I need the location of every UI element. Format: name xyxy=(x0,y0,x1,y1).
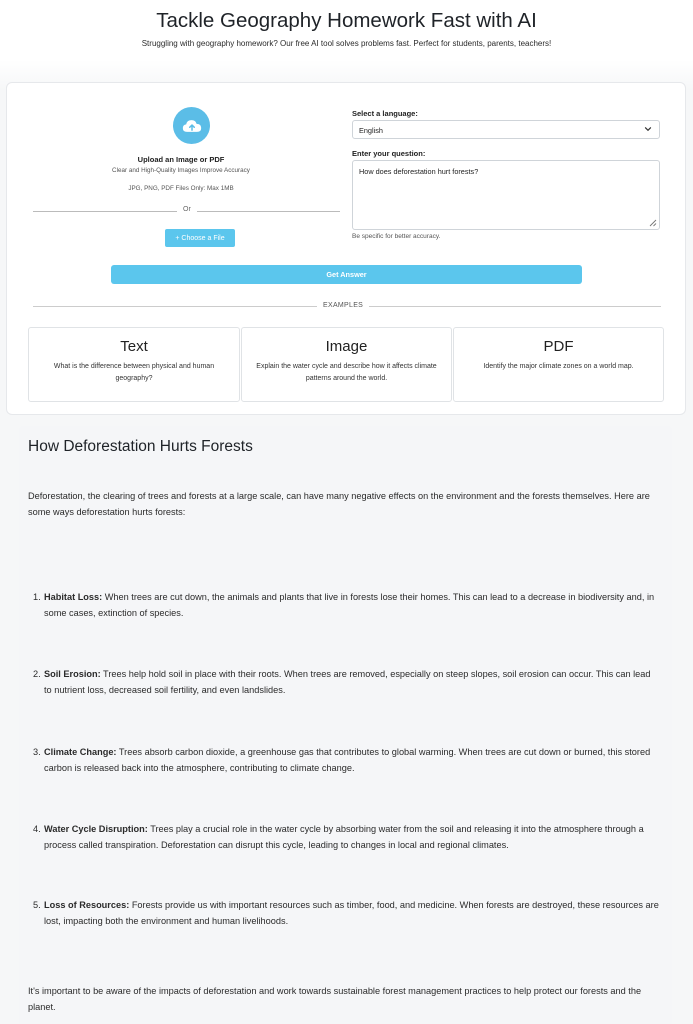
question-textarea[interactable] xyxy=(352,160,660,230)
list-item xyxy=(33,666,659,698)
example-title: Image xyxy=(325,338,368,355)
language-selected-value: English xyxy=(359,126,383,135)
list-item-number: 2. xyxy=(33,669,41,679)
list-item-text: When trees are cut down, the animals and plants that live in forests lose their homes. This can lead to a decrease in biodiversity and, in some cases, extinction of species. xyxy=(44,592,655,618)
example-title: PDF xyxy=(543,338,574,355)
upload-hint: Clear and High-Quality Images Improve Accuracy xyxy=(112,167,250,174)
list-item-term: Soil Erosion: xyxy=(44,669,101,679)
question-tip: Be specific for better accuracy. xyxy=(352,233,441,240)
example-card-image[interactable] xyxy=(241,327,452,402)
answer-panel xyxy=(19,426,672,1024)
page-title: Tackle Geography Homework Fast with AI xyxy=(156,9,537,32)
list-item-term: Habitat Loss: xyxy=(44,592,103,602)
example-description: Identify the major climate zones on a world map. xyxy=(483,363,634,370)
upload-file-types: JPG, PNG, PDF Files Only: Max 1MB xyxy=(128,185,234,192)
question-text: How does deforestation hurt forests? xyxy=(359,167,479,176)
resize-handle-icon[interactable] xyxy=(648,218,657,227)
answer-conclusion: It's important to be aware of the impacts of deforestation and work towards sustainable forest management practices to help protect our forests and the planet. xyxy=(28,986,642,1012)
list-item-text: Trees help hold soil in place with their roots. When trees are removed, especially on steep slopes, soil erosion can occur. This can lead to nutrient loss, decreased soil fertility, and even landslides. xyxy=(44,669,651,695)
list-item-term: Water Cycle Disruption: xyxy=(44,824,148,834)
list-item xyxy=(33,589,659,621)
list-item-number: 4. xyxy=(33,824,41,834)
list-item-number: 1. xyxy=(33,592,41,602)
list-item-term: Climate Change: xyxy=(44,747,117,757)
list-item-term: Loss of Resources: xyxy=(44,900,130,910)
homework-form-card xyxy=(6,82,686,415)
example-description: What is the difference between physical and human geography? xyxy=(53,363,215,382)
example-title: Text xyxy=(120,338,148,355)
examples-label: EXAMPLES xyxy=(317,302,369,309)
list-item xyxy=(33,897,659,929)
language-label: Select a language: xyxy=(352,109,418,118)
answer-title: How Deforestation Hurts Forests xyxy=(28,438,253,455)
list-item-number: 5. xyxy=(33,900,41,910)
choose-file-button[interactable]: + Choose a File xyxy=(165,229,235,247)
cloud-upload-icon xyxy=(173,107,210,144)
list-item-text: Trees absorb carbon dioxide, a greenhouse gas that contributes to global warming. When trees are cut down or burned, this stored carbon is released back into the atmosphere, contributing to climate change. xyxy=(44,747,651,773)
example-card-pdf[interactable] xyxy=(453,327,664,402)
or-divider-label: Or xyxy=(177,206,197,213)
chevron-down-icon xyxy=(643,124,653,134)
upload-title: Upload an Image or PDF xyxy=(137,155,225,164)
example-description: Explain the water cycle and describe how it affects climate patterns around the world. xyxy=(256,363,437,382)
answer-intro: Deforestation, the clearing of trees and forests at a large scale, can have many negative effects on the environment and the forests themselves. Here are some ways deforestation hurts forests: xyxy=(28,491,650,517)
list-item xyxy=(33,744,659,776)
list-item-text: Forests provide us with important resources such as timber, food, and medicine. When forests are destroyed, these resources are lost, impacting both the environment and human livelihoods. xyxy=(44,900,659,926)
upload-dropzone[interactable] xyxy=(21,83,341,263)
get-answer-button[interactable]: Get Answer xyxy=(111,265,582,284)
language-select[interactable] xyxy=(352,120,660,139)
example-card-text[interactable] xyxy=(28,327,240,402)
list-item-number: 3. xyxy=(33,747,41,757)
page-subtitle: Struggling with geography homework? Our free AI tool solves problems fast. Perfect for students, parents, teachers! xyxy=(141,39,552,48)
list-item-text: Trees play a crucial role in the water cycle by absorbing water from the soil and releasing it into the atmosphere through a process called transpiration. Deforestation can disrupt this cycle, leading to changes in local and regional climates. xyxy=(44,824,644,850)
list-item xyxy=(33,821,659,853)
question-label: Enter your question: xyxy=(352,149,426,158)
